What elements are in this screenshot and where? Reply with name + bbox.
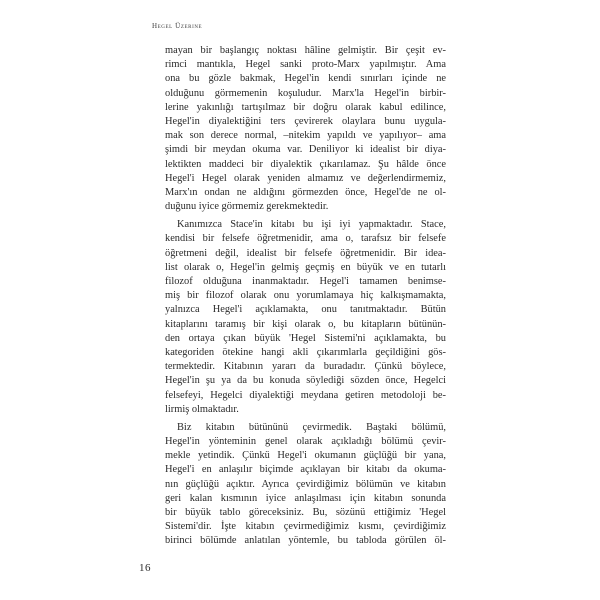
- page-number: 16: [139, 562, 151, 574]
- text-line: kitaplarını taramış bir kişi olarak o, bu kitapların bütünün-: [165, 318, 446, 330]
- text-line: Marx'ın ondan ne aldığını görmezden önce, Hegel'de ne ol-: [165, 186, 446, 198]
- text-line: Hegel'in diyalektiğini ters çevirerek olaylara bunu uygula-: [165, 115, 446, 127]
- text-line: filozof olduğuna inanmaktadır. Hegel'i tamamen benimse-: [165, 276, 446, 287]
- text-line: Hegel'in yönteminin genel olarak açıkladığı bölümü çevir-: [165, 436, 446, 448]
- paragraph-2: [165, 218, 446, 417]
- text-line: Kanımızca Stace'in kitabı bu işi iyi yapmaktadır. Stace,: [177, 219, 446, 231]
- body-text: [165, 44, 446, 553]
- paragraph-1: [165, 44, 446, 214]
- text-line: kategoriden ötekine hangi akli çıkarımlarla geçildiğini gös-: [165, 346, 446, 358]
- text-line: den ortaya çıkan büyük 'Hegel Sistemi'ni açıklamakta, bu: [165, 332, 446, 344]
- text-line: Hegel'i Hegel olarak yeniden almamız ve değerlendirmemiz,: [165, 172, 446, 184]
- text-line: mekle yetindik. Çünkü Hegel'i okumanın güçlüğü bir yana,: [165, 450, 446, 462]
- text-line: termektedir. Kitabının yararı da buradadır. Çünkü böylece,: [165, 361, 446, 373]
- text-line: Hegel'i en anlaşılır biçimde açıklayan bir kitabı da okuma-: [165, 464, 446, 476]
- text-line: şimdi bir meydan okuma var. Deniliyor ki idealist bir diya-: [165, 144, 446, 156]
- text-line: list olarak o, Hegel'in gelmiş geçmiş en büyük ve en tutarlı: [165, 261, 446, 273]
- text-line: yalnızca Hegel'i açıklamakta, onu tanıtmaktadır. Bütün: [165, 304, 446, 316]
- text-line: geri kalan kısmının iyice anlaşılması için kitabın sonunda: [165, 492, 446, 504]
- text-line: nın güçlüğü açıktır. Ayrıca çevirdiğimiz bölümün ve kitabın: [165, 478, 446, 490]
- text-line: rimci mantıkla, Hegel sanki proto-Marx yapılmıştır. Ama: [165, 59, 446, 71]
- text-line: lerine yakınlığı tartışılmaz bir doğru olarak kabul edilince,: [165, 101, 446, 113]
- text-line: ona bu gözle bakmak, Hegel'in kendi sınırları içinde ne: [165, 73, 446, 85]
- running-head: Hegel Üzerine: [152, 22, 203, 30]
- text-line: mak son derece normal, –nitekim yapıldı ve yapılıyor– ama: [165, 130, 446, 142]
- text-line: lirmiş olmaktadır.: [165, 403, 239, 415]
- text-line: Sistemi'dir. İşte kitabın çevirmediğimiz kısmı, çevirdiğimiz: [165, 521, 446, 533]
- text-line: Hegel'in şu ya da bu konuda söylediği sözden önce, Hegelci: [165, 375, 446, 387]
- text-line: felsefeyi, Hegelci diyalektiği meydana getiren metodoloji be-: [165, 389, 446, 401]
- text-line: kendisi bir felsefe öğretmenidir, ama o, tarafsız bir felsefe: [165, 233, 446, 245]
- text-line: bir büyük tablo göreceksiniz. Bu, sözünü ettiğimiz 'Hegel: [165, 507, 446, 518]
- text-line: Biz kitabın bütününü çevirmedik. Baştaki bölümü,: [177, 421, 446, 433]
- text-line: miş bir filozof olarak onu yorumlamaya hiç kalkışmamakta,: [165, 290, 446, 302]
- text-line: birinci bölümde anlatılan yöntemle, bu tabloda görülen öl-: [165, 535, 446, 547]
- text-line: olduğunu görmemenin koşuludur. Marx'la Hegel'in birbir-: [165, 87, 446, 99]
- text-line: öğretmeni değil, idealist bir felsefe öğretmenidir. Bir idea-: [165, 247, 446, 259]
- text-line: duğunu iyice görmemiz gerekmektedir.: [165, 201, 329, 213]
- paragraph-3: [165, 421, 446, 549]
- text-line: lektikten maddeci bir diyalektik çıkarılamaz. Şu hâlde önce: [165, 158, 446, 170]
- text-line: mayan bir başlangıç noktası hâline gelmiştir. Bir çeşit ev-: [165, 45, 446, 56]
